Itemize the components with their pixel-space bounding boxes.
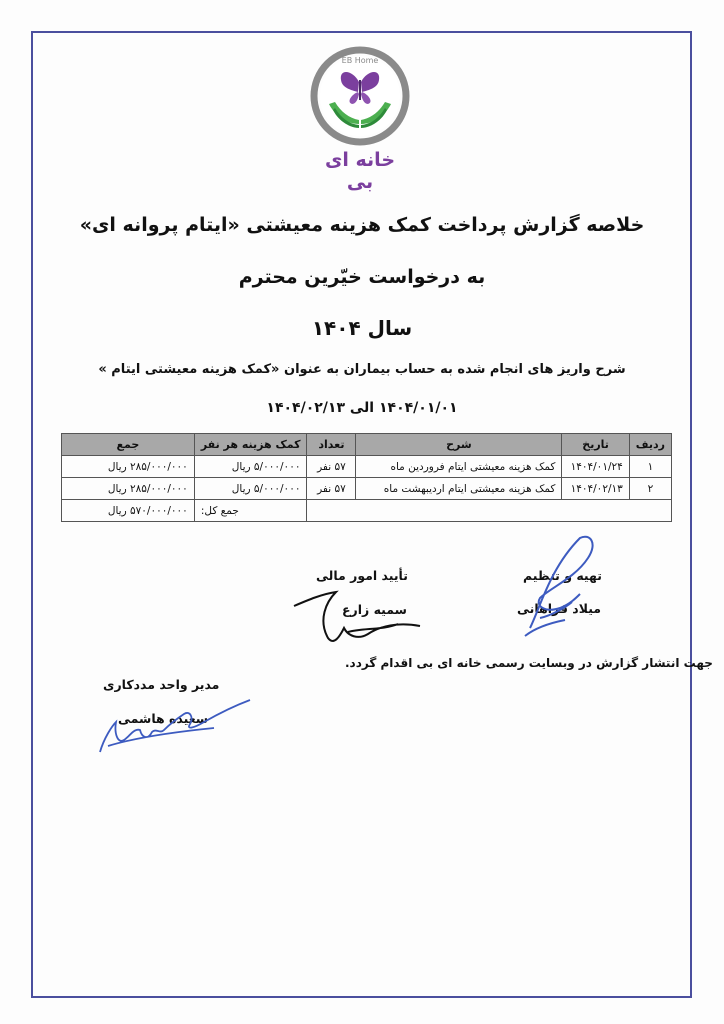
manager-title: مدیر واحد مددکاری bbox=[103, 677, 220, 692]
manager-signature bbox=[94, 688, 254, 760]
eb-home-logo bbox=[309, 46, 411, 193]
table-header-row bbox=[62, 434, 672, 456]
total-value: ۵۷۰/۰۰۰/۰۰۰ ریال bbox=[62, 500, 195, 522]
header-date: تاریخ bbox=[562, 434, 629, 456]
cell-date: ۱۴۰۴/۰۲/۱۳ bbox=[562, 478, 629, 500]
cell-count: ۵۷ نفر bbox=[307, 478, 356, 500]
cell-row-number: ۱ bbox=[629, 456, 671, 478]
header-count: تعداد bbox=[307, 434, 356, 456]
report-description: شرح واریز های انجام شده به حساب بیماران به عنوان «کمک هزینه معیشتی ایتام » bbox=[98, 362, 626, 377]
approved-by-name: سمیه زارع bbox=[342, 602, 407, 617]
cell-description: کمک هزینه معیشتی ایتام اردیبهشت ماه bbox=[356, 478, 562, 500]
report-subtitle: به درخواست خیّرین محترم bbox=[238, 266, 486, 288]
header-description: شرح bbox=[356, 434, 562, 456]
table-row bbox=[62, 456, 672, 478]
report-period: ۱۴۰۴/۰۱/۰۱ الی ۱۴۰۴/۰۲/۱۳ bbox=[266, 400, 458, 416]
header-sum: جمع bbox=[62, 434, 195, 456]
logo-name: خانه ای بی bbox=[324, 149, 396, 193]
cell-cost-per-person: ۵/۰۰۰/۰۰۰ ریال bbox=[194, 456, 307, 478]
cell-description: کمک هزینه معیشتی ایتام فروردین ماه bbox=[356, 456, 562, 478]
header-cost-per-person: کمک هزینه هر نفر bbox=[194, 434, 307, 456]
cell-sum: ۲۸۵/۰۰۰/۰۰۰ ریال bbox=[62, 456, 195, 478]
manager-name: سعیده هاشمی bbox=[118, 711, 209, 726]
prepared-by-title: تهیه و تنظیم bbox=[523, 568, 602, 583]
table-row bbox=[62, 478, 672, 500]
publish-note: جهت انتشار گزارش در وبسایت رسمی خانه ای بی اقدام گردد. bbox=[345, 656, 713, 670]
report-year: سال ۱۴۰۴ bbox=[311, 316, 413, 340]
prepared-by-name: میلاد فراهانی bbox=[517, 601, 602, 616]
header-row-number: ردیف bbox=[629, 434, 671, 456]
cell-count: ۵۷ نفر bbox=[307, 456, 356, 478]
table-total-row bbox=[62, 500, 672, 522]
prepared-signature bbox=[510, 528, 610, 643]
total-label: جمع کل: bbox=[194, 500, 307, 522]
approved-by-title: تأیید امور مالی bbox=[316, 568, 408, 583]
cell-cost-per-person: ۵/۰۰۰/۰۰۰ ریال bbox=[194, 478, 307, 500]
total-empty-cell bbox=[307, 500, 672, 522]
cell-row-number: ۲ bbox=[629, 478, 671, 500]
report-title: خلاصه گزارش پرداخت کمک هزینه معیشتی «ایتام پروانه ای» bbox=[79, 214, 645, 236]
approved-signature bbox=[288, 580, 428, 650]
cell-date: ۱۴۰۴/۰۱/۲۴ bbox=[562, 456, 629, 478]
logo-emblem bbox=[309, 46, 411, 150]
cell-sum: ۲۸۵/۰۰۰/۰۰۰ ریال bbox=[62, 478, 195, 500]
logo-arc-text: EB Home bbox=[341, 56, 379, 65]
payments-table bbox=[61, 433, 672, 522]
